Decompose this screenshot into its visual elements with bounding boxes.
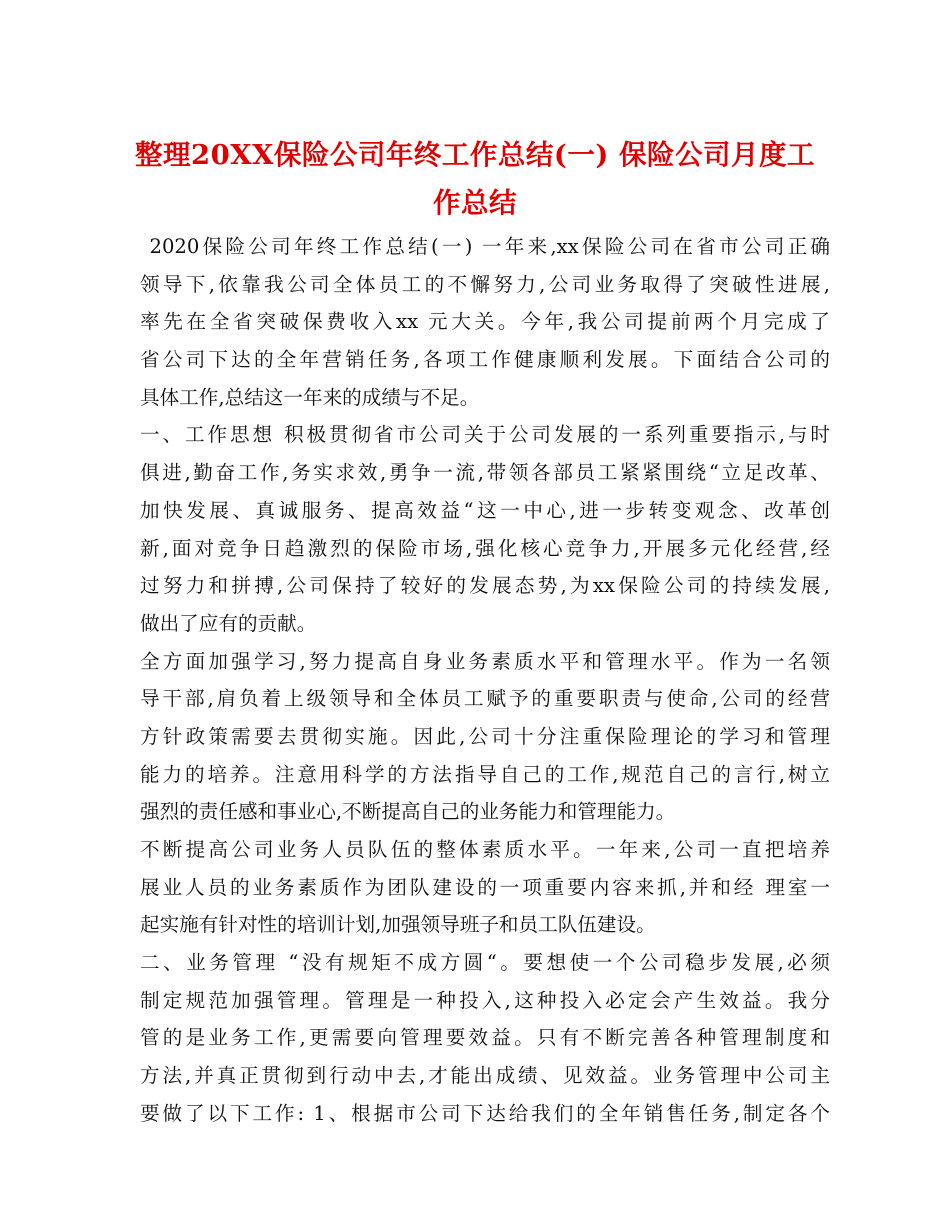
body-line: 加快发展、真诚服务、提高效益“这一中心,进一步转变观念、改革创 — [140, 498, 830, 522]
document-body — [140, 228, 830, 1133]
body-line: 二、业务管理 “没有规矩不成方圆“。要想使一个公司稳步发展,必须 — [140, 951, 830, 975]
body-line: 展业人员的业务素质作为团队建设的一项重要内容来抓,并和经 理室一 — [140, 875, 830, 899]
document-title — [130, 131, 820, 227]
body-line: 省公司下达的全年营销任务,各项工作健康顺利发展。下面结合公司的 — [140, 348, 830, 372]
body-line: 一、工作思想 积极贯彻省市公司关于公司发展的一系列重要指示,与时 — [140, 423, 830, 447]
body-line: 能力的培养。注意用科学的方法指导自己的工作,规范自己的言行,树立 — [140, 762, 830, 786]
title-line-2: 作总结 — [433, 187, 517, 219]
body-line: 新,面对竞争日趋激烈的保险市场,强化核心竞争力,开展多元化经营,经 — [140, 536, 830, 560]
body-line: 方法,并真正贯彻到行动中去,才能出成绩、见效益。业务管理中公司主 — [140, 1064, 830, 1088]
body-line: 具体工作,总结这一年来的成绩与不足。 — [140, 385, 480, 409]
body-line: 方针政策需要去贯彻实施。因此,公司十分注重保险理论的学习和管理 — [140, 724, 830, 748]
body-line: 制定规范加强管理。管理是一种投入,这种投入必定会产生效益。我分 — [140, 988, 830, 1012]
body-line: 过努力和拼搏,公司保持了较好的发展态势,为xx保险公司的持续发展, — [140, 574, 830, 598]
body-line: 起实施有针对性的培训计划,加强领导班子和员工队伍建设。 — [140, 913, 656, 937]
body-line: 2020保险公司年终工作总结(一) 一年来,xx保险公司在省市公司正确 — [140, 235, 830, 258]
title-line-1: 整理20XX保险公司年终工作总结(一) 保险公司月度工 — [134, 139, 816, 171]
body-line: 导干部,肩负着上级领导和全体员工赋予的重要职责与使命,公司的经营 — [140, 687, 830, 711]
body-line: 不断提高公司业务人员队伍的整体素质水平。一年来,公司一直把培养 — [140, 838, 830, 861]
body-line: 率先在全省突破保费收入xx 元大关。今年,我公司提前两个月完成了 — [140, 310, 830, 334]
body-line: 全方面加强学习,努力提高自身业务素质水平和管理水平。作为一名领 — [140, 649, 830, 673]
body-line: 领导下,依靠我公司全体员工的不懈努力,公司业务取得了突破性进展, — [140, 272, 830, 296]
body-line: 俱进,勤奋工作,务实求效,勇争一流,带领各部员工紧紧围绕“立足改革、 — [140, 461, 830, 485]
body-line: 要做了以下工作: 1、根据市公司下达给我们的全年销售任务,制定各个 — [140, 1101, 830, 1125]
body-line: 做出了应有的贡献。 — [140, 611, 317, 635]
body-line: 管的是业务工作,更需要向管理要效益。只有不断完善各种管理制度和 — [140, 1026, 830, 1050]
body-line: 强烈的责任感和事业心,不断提高自己的业务能力和管理能力。 — [140, 800, 676, 824]
